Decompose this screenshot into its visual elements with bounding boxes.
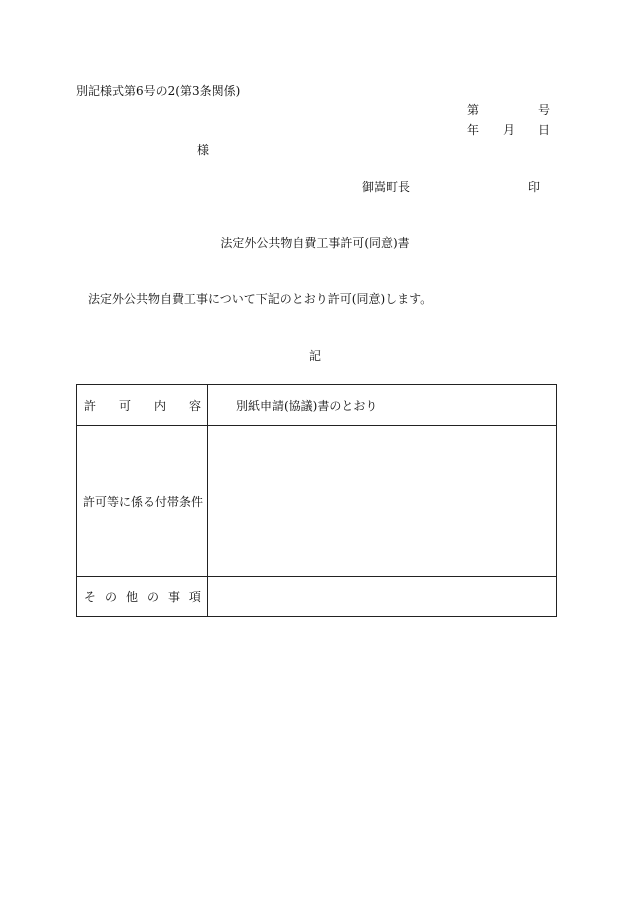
issuer-seal: 印 [527,180,540,194]
body-text: 法定外公共物自費工事について下記のとおり許可(同意)します。 [88,292,433,306]
row-label [77,426,208,577]
label-char: そ [84,590,97,604]
row-value [208,426,557,577]
row-label-text: 許可等に係る付帯条件 [83,494,204,509]
table-row [77,577,557,617]
form-number: 別記様式第6号の2(第3条関係) [76,84,241,98]
row-value [208,577,557,617]
label-char: 項 [188,590,201,604]
table-row [77,426,557,577]
issue-date-day: 日 [537,123,550,137]
issue-number-dai: 第 [467,103,480,117]
label-char: 事 [167,590,180,604]
label-char: の [104,590,117,604]
document-title: 法定外公共物自費工事許可(同意)書 [220,236,410,250]
table-row [77,385,557,426]
addressee-suffix: 様 [197,143,210,157]
label-char: 容 [188,398,201,413]
ki-heading: 記 [308,349,321,363]
issue-date-year: 年 [467,123,480,137]
issue-number-go: 号 [537,103,550,117]
details-table [76,384,557,617]
row-label [77,577,208,617]
row-value: 別紙申請(協議)書のとおり [208,385,557,426]
label-char: の [146,590,159,604]
label-char: 他 [125,590,138,604]
issue-date-month: 月 [503,123,516,137]
issuer-name: 御嵩町長 [362,180,411,194]
label-char: 許 [84,398,97,413]
label-char: 可 [118,398,131,413]
label-char: 内 [153,398,166,413]
row-label [77,385,208,426]
